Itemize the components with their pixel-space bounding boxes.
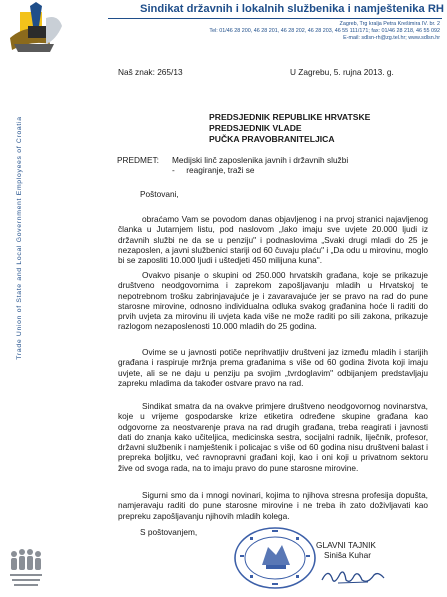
official-stamp — [232, 525, 318, 591]
body-paragraph-2: Ovakvo pisanje o skupini od 250.000 hrvatskih građana, koje se prikazuje društveno neodgovornima i zaprekom zapošljavanju mladih u Hrvatskoj te nepotrebnom trošku zabrinjavajuće je i zavaravajuće jer se pravo na rad do pune starosne mirovine, odnosno individualna odluka svakog građanina hoće li raditi do prvih uvjeta za mirovinu ili uvjeta kada više ne može raditi po sili zakona, prikazuje razlogom nezaposlenosti 10.000 mladih do 25 godina. — [118, 270, 428, 332]
body-paragraph-3: Ovime se u javnosti potiče neprihvatljiv društveni jaz između mladih i starijih građana i raspiruje mržnja prema građanima s više od 60 godina života koji imaju uvjete, ali se ne daju u penziju pa svojim „tvrdoglavim" odbijanjem predstavljaju zapreku mladima da također ostvare pravo na rad. — [118, 347, 428, 388]
greeting: Poštovani, — [140, 189, 179, 199]
org-contact — [100, 21, 440, 43]
recipient-prime-minister: PREDSJEDNIK VLADE — [209, 123, 302, 133]
signatory-name: Siniša Kuhar — [324, 550, 372, 560]
closing: S poštovanjem, — [140, 527, 198, 537]
org-phone: Tel: 01/46 28 200, 46 28 201, 46 28 202, 46 28 203, 46 55 111/171; fax: 01/46 28 218, 46 55 092 — [209, 28, 440, 35]
subject-label: PREDMET: — [117, 155, 159, 165]
subject-line: Medijski linč zaposlenika javnih i državnih službi — [172, 155, 349, 165]
signatory-title: GLAVNI TAJNIK — [316, 540, 376, 550]
org-address: Zagreb, Trg kralja Petra Krešimira IV. br. 2 — [339, 21, 440, 27]
recipients-block — [209, 112, 370, 145]
recipient-ombudsman: PUČKA PRAVOBRANITELJICA — [209, 134, 335, 144]
letter-date: U Zagrebu, 5. rujna 2013. g. — [290, 67, 394, 77]
org-email: E-mail: sdlsn-rh@zg.tel.hr; www.sdlsn.hr — [343, 35, 440, 42]
union-logo — [6, 0, 66, 56]
body-paragraph-4: Sindikat smatra da na ovakve primjere društveno neodgovornog novinarstva, koje u vrijeme gospodarske krize etiketira određene skupine građana kao odgovorne za neostvarenje prava na rad drugih građana, treba reagirati i javnosti dati do znanja kako učiteljica, medicinska sestra, socijalni radnik, liječnik, profesor, državni službenik i namještenik i policajac s više od 60 godina nisu društveni balast i prepreka boljitku, već ravnopravni građani koji, kao i oni koji u privatnom sektoru žive od svoga rada, na to imaju pravo do pune starosne mirovine. — [118, 401, 428, 473]
body-paragraph-5: Sigurni smo da i mnogi novinari, kojima to njihova stresna profesija dopušta, namjeravaju raditi do pune starosne mirovine i ne treba ih zato doživljavati kao prepreku zapošljavanju njihovih mladih kolega. — [118, 490, 428, 521]
reference-number: Naš znak: 265/13 — [118, 67, 183, 77]
recipient-president: PREDSJEDNIK REPUBLIKE HRVATSKE — [209, 112, 371, 122]
header-divider — [108, 18, 442, 19]
member-logo — [8, 548, 44, 588]
subject-sub-line: - reagiranje, traži se — [172, 165, 255, 175]
handwritten-signature — [318, 566, 388, 588]
body-paragraph-1: obraćamo Vam se povodom danas objavljenog i na prvoj stranici najavljenog članka u Jutarnjem listu, pod naslovom „Iako imaju sve uvjete 20.000 ljudi iz državnih službi ne da se u penziju" i podnaslovima „Svaki drugi mladi do 25 je nezaposlen, a javni službenici stariji od 60 čuvaju plaću" i „Da odu u mirovinu, moglo bi se zaposliti 10.000 ljudi i uštedjeti 450 milijuna kuna". — [118, 214, 428, 266]
org-name: Sindikat državnih i lokalnih službenika i namještenika RH — [139, 3, 444, 15]
side-org-name: Trade Union of State and Local Government Employees of Croatia — [16, 116, 23, 360]
